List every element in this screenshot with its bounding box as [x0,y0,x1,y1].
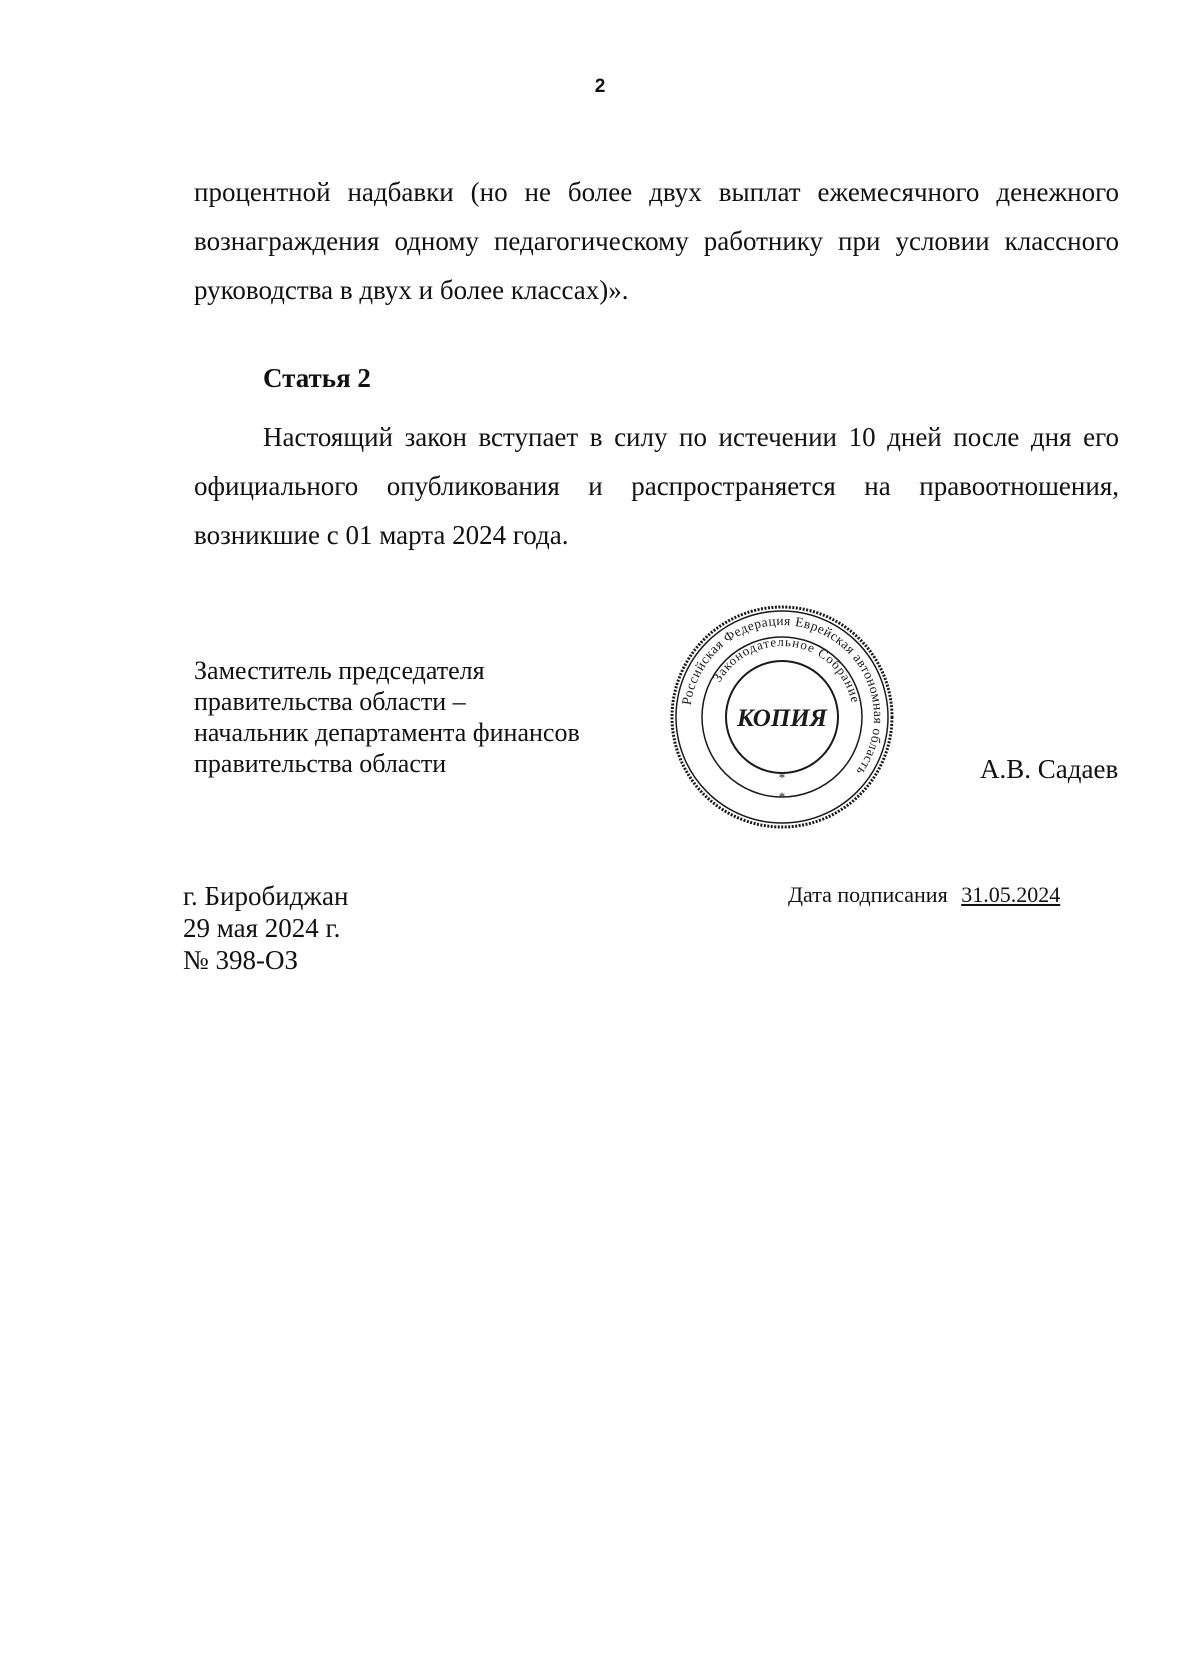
page-number: 2 [594,76,606,97]
law-number: № 398-ОЗ [183,945,299,975]
position-line: начальник департамента финансов [194,718,580,747]
signatory-position [194,655,580,779]
law-date: 29 мая 2024 г. [183,913,341,943]
signing-date-block [788,882,1060,908]
position-line: Заместитель председателя [194,656,485,685]
stamp-center-text: КОПИЯ [737,705,827,732]
article-heading: Статья 2 [263,363,371,393]
article-paragraph: Настоящий закон вступает в силу по истечении 10 дней после дня его официального опубликования и распространяется на правоотношения, возникшие с 01 марта 2024 года. [194,422,1119,550]
official-stamp [667,602,897,832]
signing-date-value: 31.05.2024 [961,882,1061,907]
continuation-paragraph: процентной надбавки (но не более двух выплат ежемесячного денежного вознаграждения одному педагогическому работнику при условии классного руководства в двух и более классах)». [194,177,1119,305]
position-line: правительства области – [194,687,466,716]
position-line: правительства области [194,749,447,778]
stamp-star-icon: * [778,770,786,785]
city: г. Биробиджан [183,881,349,911]
stamp-star-icon: * [778,789,786,804]
signing-date-label: Дата подписания [788,882,948,907]
signer-name: А.В. Садаев [980,754,1119,784]
stamp-inner-text: Законодательное Собрание [709,633,864,705]
place-and-date [183,880,349,976]
stamp-outer-text: Российская Федерация Еврейская автономная область [678,612,887,779]
